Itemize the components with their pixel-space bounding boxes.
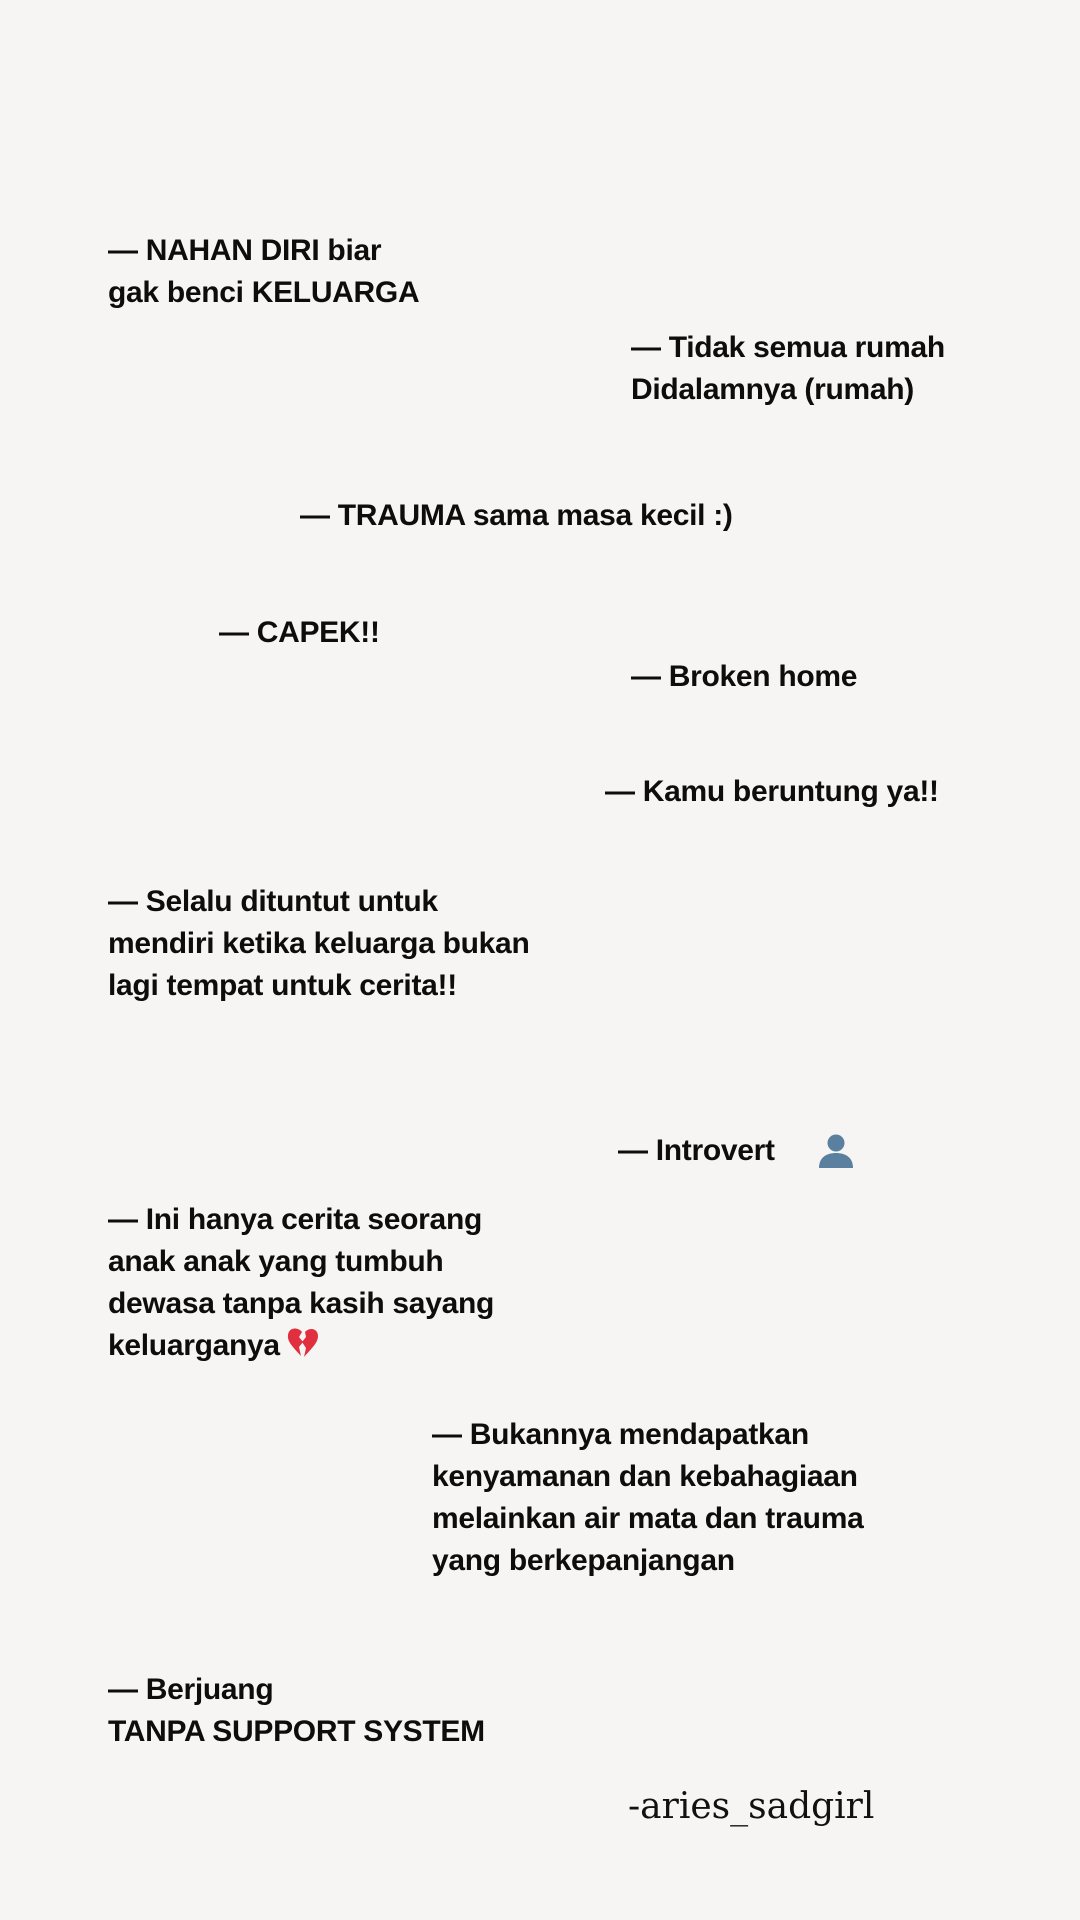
note-line: — Kamu beruntung ya!! [605,775,939,808]
note-tidak-semua-rumah [631,327,945,411]
note-bukannya [432,1414,863,1582]
note-introvert [618,1130,775,1172]
note-berjuang [108,1669,485,1753]
note-line-with-icon [108,1325,494,1367]
note-line: dewasa tanpa kasih sayang [108,1287,495,1320]
note-capek [219,612,380,654]
note-line: — NAHAN DIRI biar [108,234,382,267]
note-line: — Berjuang [108,1673,274,1706]
note-line: mendiri ketika keluarga bukan [108,927,530,960]
note-line: — Introvert [618,1134,775,1167]
note-line: keluarganya [108,1329,280,1362]
broken-heart-icon [286,1327,320,1359]
note-line: TANPA SUPPORT SYSTEM [108,1715,485,1748]
note-line: — Bukannya mendapatkan [432,1418,809,1451]
note-selalu-dituntut [108,881,529,1007]
note-line: lagi tempat untuk cerita!! [108,969,457,1002]
note-line: yang berkepanjangan [432,1544,735,1577]
author-signature: -aries_sadgirl [628,1786,875,1827]
note-line: — Ini hanya cerita seorang [108,1203,482,1236]
note-line: — TRAUMA sama masa kecil :) [300,499,733,532]
bust-silhouette-icon [816,1130,856,1170]
note-nahan-diri [108,230,419,314]
note-line: — CAPEK!! [219,616,380,649]
note-line: Didalamnya (rumah) [631,373,914,406]
note-line: melainkan air mata dan trauma [432,1502,864,1535]
note-line: — Tidak semua rumah [631,331,945,364]
note-line: — Selalu dituntut untuk [108,885,438,918]
note-line: — Broken home [631,660,858,693]
note-broken-home [631,656,857,698]
note-ini-hanya-cerita [108,1199,494,1367]
note-kamu-beruntung [605,771,939,813]
note-line: gak benci KELUARGA [108,276,420,309]
note-trauma [300,495,733,537]
note-line: anak anak yang tumbuh [108,1245,444,1278]
note-line: kenyamanan dan kebahagiaan [432,1460,858,1493]
